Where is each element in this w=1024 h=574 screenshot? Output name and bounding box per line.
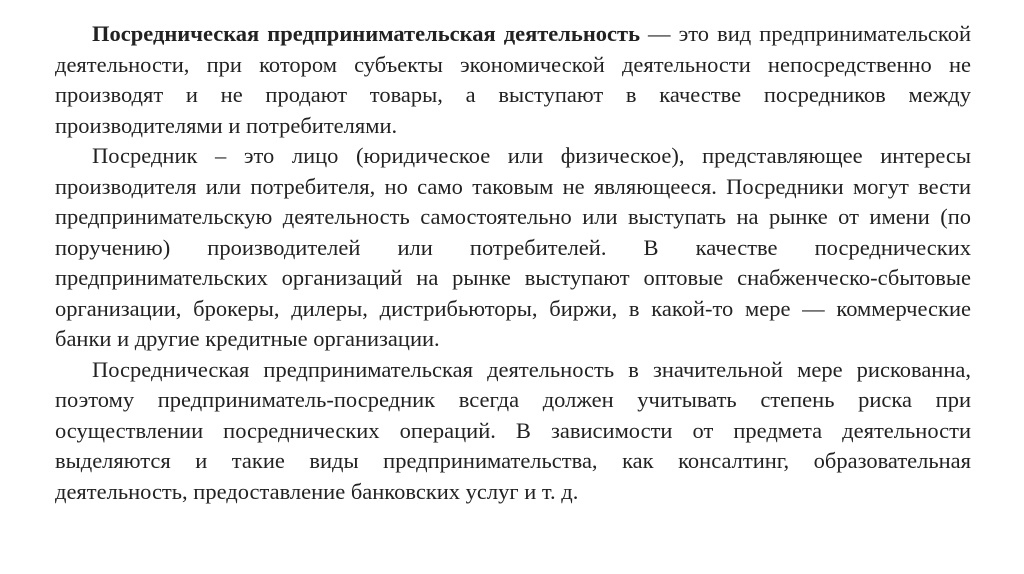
paragraph-definition <box>55 19 971 141</box>
paragraph-text: — это вид предпринимательской деятельности, при котором субъекты экономической деятельности непосредственно не производят и не продают товары, а выступают в качестве посредников между производителями и потребителями. <box>55 21 971 138</box>
document-body <box>55 19 971 507</box>
defined-term: Посредническая предпринимательская деятельность <box>92 21 640 46</box>
paragraph-intermediary: Посредник – это лицо (юридическое или физическое), представляющее интересы производителя или потребителя, но само таковым не являющееся. Посредники могут вести предпринимательскую деятельность самостоятельно или выступать на рынке от имени (по поручению) производителей или потребителей. В качестве посреднических предпринимательских организаций на рынке выступают оптовые снабженческо-сбытовые организации, брокеры, дилеры, дистрибьюторы, биржи, в какой-то мере — коммерческие банки и другие кредитные организации. <box>55 143 971 351</box>
paragraph-risk: Посредническая предпринимательская деятельность в значительной мере рискованна, поэтому предприниматель-посредник всегда должен учитывать степень риска при осуществлении посреднических операций. В зависимости от предмета деятельности выделяются и такие виды предпринимательства, как консалтинг, образовательная деятельность, предоставление банковских услуг и т. д. <box>55 356 971 504</box>
